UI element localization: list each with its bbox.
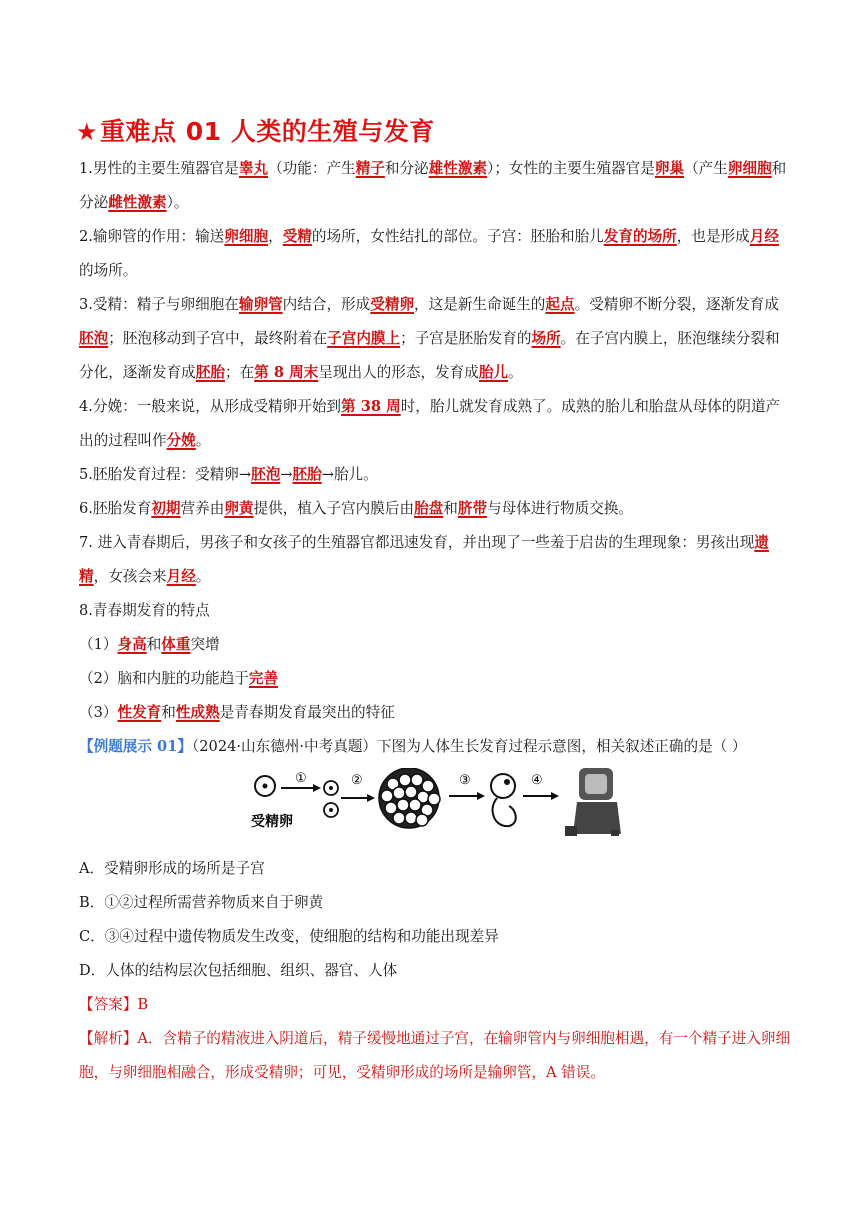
star-icon: ★: [76, 118, 99, 146]
keyword: 脐带: [457, 500, 488, 517]
analysis-text: A．含精子的精液进入阴道后，精子缓慢地通过子宫，在输卵管内与卵细胞相遇，有一个精子进入卵细胞，与卵细胞相融合，形成受精卵；可见，受精卵形成的场所是输卵管，A 错误。: [79, 1030, 791, 1081]
cell-cluster-icon: [379, 768, 440, 828]
text: ，这是新生命诞生的: [414, 296, 546, 313]
point-3: [79, 288, 791, 390]
option-b: B．①②过程所需营养物质来自于卵黄: [79, 894, 324, 911]
text: ）。: [166, 194, 189, 211]
point-8: 8.青春期发育的特点: [79, 602, 210, 619]
text: ；子宫是胚胎发育的: [400, 330, 532, 347]
section-title: [76, 112, 435, 148]
keyword: 卵细胞: [224, 228, 269, 245]
keyword: 胚泡: [251, 466, 281, 483]
text: ；胚泡移动到子宫中，最终附着在: [108, 330, 328, 347]
text: （1）: [79, 636, 118, 653]
keyword: 卵巢: [654, 160, 685, 177]
text: （2）脑和内脏的功能趋于: [79, 670, 249, 687]
section-title-text: 重难点 01 人类的生殖与发育: [100, 117, 435, 146]
text: （功能：产生: [268, 160, 356, 177]
arrow-2-head: [367, 794, 375, 802]
point-8-3: [79, 696, 791, 730]
text: ；在: [224, 364, 255, 381]
fertilized-egg-label: 受精卵: [251, 814, 293, 830]
development-figure: [79, 768, 791, 846]
keyword: 分娩: [166, 432, 196, 449]
text: ，: [268, 228, 283, 245]
step-1-label: ①: [295, 771, 307, 786]
text: 突增: [190, 636, 220, 653]
keyword: 输卵管: [238, 296, 283, 313]
keyword: 第 38 周: [341, 398, 401, 415]
text: 与母体进行物质交换。: [487, 500, 634, 517]
keyword: 睾丸: [238, 160, 269, 177]
keyword: 受精: [282, 228, 312, 245]
content-body: [79, 152, 791, 1090]
keyword: 子宫内膜上: [327, 330, 401, 347]
point-2: [79, 220, 791, 288]
two-cell-icon: [324, 781, 338, 817]
point-8-2: [79, 662, 791, 696]
keyword: 初期: [151, 500, 181, 517]
option-c: C．③④过程中遗传物质发生改变，使细胞的结构和功能出现差异: [79, 928, 499, 945]
text: （产生: [684, 160, 728, 177]
keyword: 发育的场所: [603, 228, 677, 245]
step-2-label: ②: [351, 773, 363, 788]
question-text: （2024·山东德州·中考真题）下图为人体生长发育过程示意图，相关叙述正确的是（ ）: [191, 738, 747, 755]
point-7: [79, 526, 791, 594]
keyword: 遗精: [79, 534, 769, 585]
development-diagram: [251, 768, 631, 844]
baby-icon: [565, 768, 621, 836]
text: 呈现出人的形态，发育成: [318, 364, 479, 381]
text: 1.男性的主要生殖器官是: [79, 160, 239, 177]
point-5: [79, 458, 791, 492]
keyword: 第 8 周末: [254, 364, 319, 381]
option-a: A．受精卵形成的场所是子宫: [79, 860, 265, 877]
keyword: 起点: [545, 296, 575, 313]
text: ，也是形成: [676, 228, 750, 245]
point-6: [79, 492, 791, 526]
analysis-tag: 【解析】: [79, 1030, 138, 1047]
text: 。: [195, 432, 211, 449]
keyword: 体重: [161, 636, 191, 653]
text: 的场所。: [79, 262, 138, 279]
option-d: D．人体的结构层次包括细胞、组织、器官、人体: [79, 962, 398, 979]
keyword: 性成熟: [175, 704, 220, 721]
keyword: 月经: [166, 568, 196, 585]
keyword: 雄性激素: [428, 160, 488, 177]
text: 和: [161, 704, 176, 721]
keyword: 卵黄: [224, 500, 254, 517]
text: 4.分娩：一般来说，从形成受精卵开始到: [79, 398, 342, 415]
arrow-1-head: [313, 784, 321, 792]
keyword: 完善: [248, 670, 279, 687]
keyword: 雌性激素: [108, 194, 167, 211]
answer-value: B: [137, 996, 149, 1013]
point-8-1: [79, 628, 791, 662]
text: 。: [195, 568, 211, 585]
keyword: 胚胎: [292, 466, 322, 483]
keyword: 月经: [749, 228, 779, 245]
step-3-label: ③: [459, 773, 471, 788]
text: 。在子宫内膜上，胚泡继续分裂和分化，逐渐发育成: [79, 330, 780, 381]
answer-tag: 【答案】: [79, 996, 138, 1013]
text: 和分泌: [384, 160, 429, 177]
keyword: 精子: [355, 160, 385, 177]
keyword: 身高: [117, 636, 147, 653]
keyword: 胎儿: [478, 364, 509, 381]
text: ）；女性的主要生殖器官是: [487, 160, 655, 177]
point-1: [79, 152, 791, 220]
keyword: 胚胎: [195, 364, 225, 381]
embryo-icon: [491, 774, 516, 826]
point-4: [79, 390, 791, 458]
text: 2.输卵管的作用：输送: [79, 228, 225, 245]
example-question: [79, 730, 791, 764]
text: 内结合，形成: [282, 296, 371, 313]
text: 5.胚胎发育过程：受精卵→: [79, 466, 252, 483]
text: 和: [443, 500, 458, 517]
text: 3.受精：精子与卵细胞在: [79, 296, 239, 313]
keyword: 性发育: [117, 704, 162, 721]
keyword: 胎盘: [414, 500, 444, 517]
text: （3）: [79, 704, 118, 721]
text: 和分泌: [79, 160, 787, 211]
answer: [79, 988, 791, 1022]
keyword: 卵细胞: [727, 160, 772, 177]
keyword: 场所: [531, 330, 561, 347]
keyword: 胚泡: [79, 330, 109, 347]
text: 提供，植入子宫内膜后由: [253, 500, 415, 517]
text: 。: [508, 364, 523, 381]
step-4-label: ④: [531, 773, 543, 788]
arrow-4-head: [551, 792, 559, 800]
text: 时，胎儿就发育成熟了。成熟的胎儿和胎盘从母体的阴道产出的过程叫作: [79, 398, 781, 449]
text: 6.胚胎发育: [79, 500, 152, 517]
analysis: [79, 1022, 791, 1090]
example-tag: 【例题展示 01】: [79, 738, 192, 755]
keyword: 受精卵: [370, 296, 415, 313]
text: 是青春期发育最突出的特征: [219, 704, 395, 721]
text: 。受精卵不断分裂，逐渐发育成: [574, 296, 779, 313]
text: →胎儿。: [321, 466, 378, 483]
arrow-3-head: [477, 792, 485, 800]
text: 和: [146, 636, 162, 653]
text: →: [280, 466, 293, 483]
fertilized-egg-icon: [255, 776, 275, 796]
text: ，女孩会来: [93, 568, 167, 585]
text: 7. 进入青春期后，男孩子和女孩子的生殖器官都迅速发育，并出现了一些羞于启齿的生理现象：男孩出现: [79, 534, 755, 551]
text: 营养由: [180, 500, 225, 517]
text: 的场所，女性结扎的部位。子宫：胚胎和胎儿: [311, 228, 604, 245]
